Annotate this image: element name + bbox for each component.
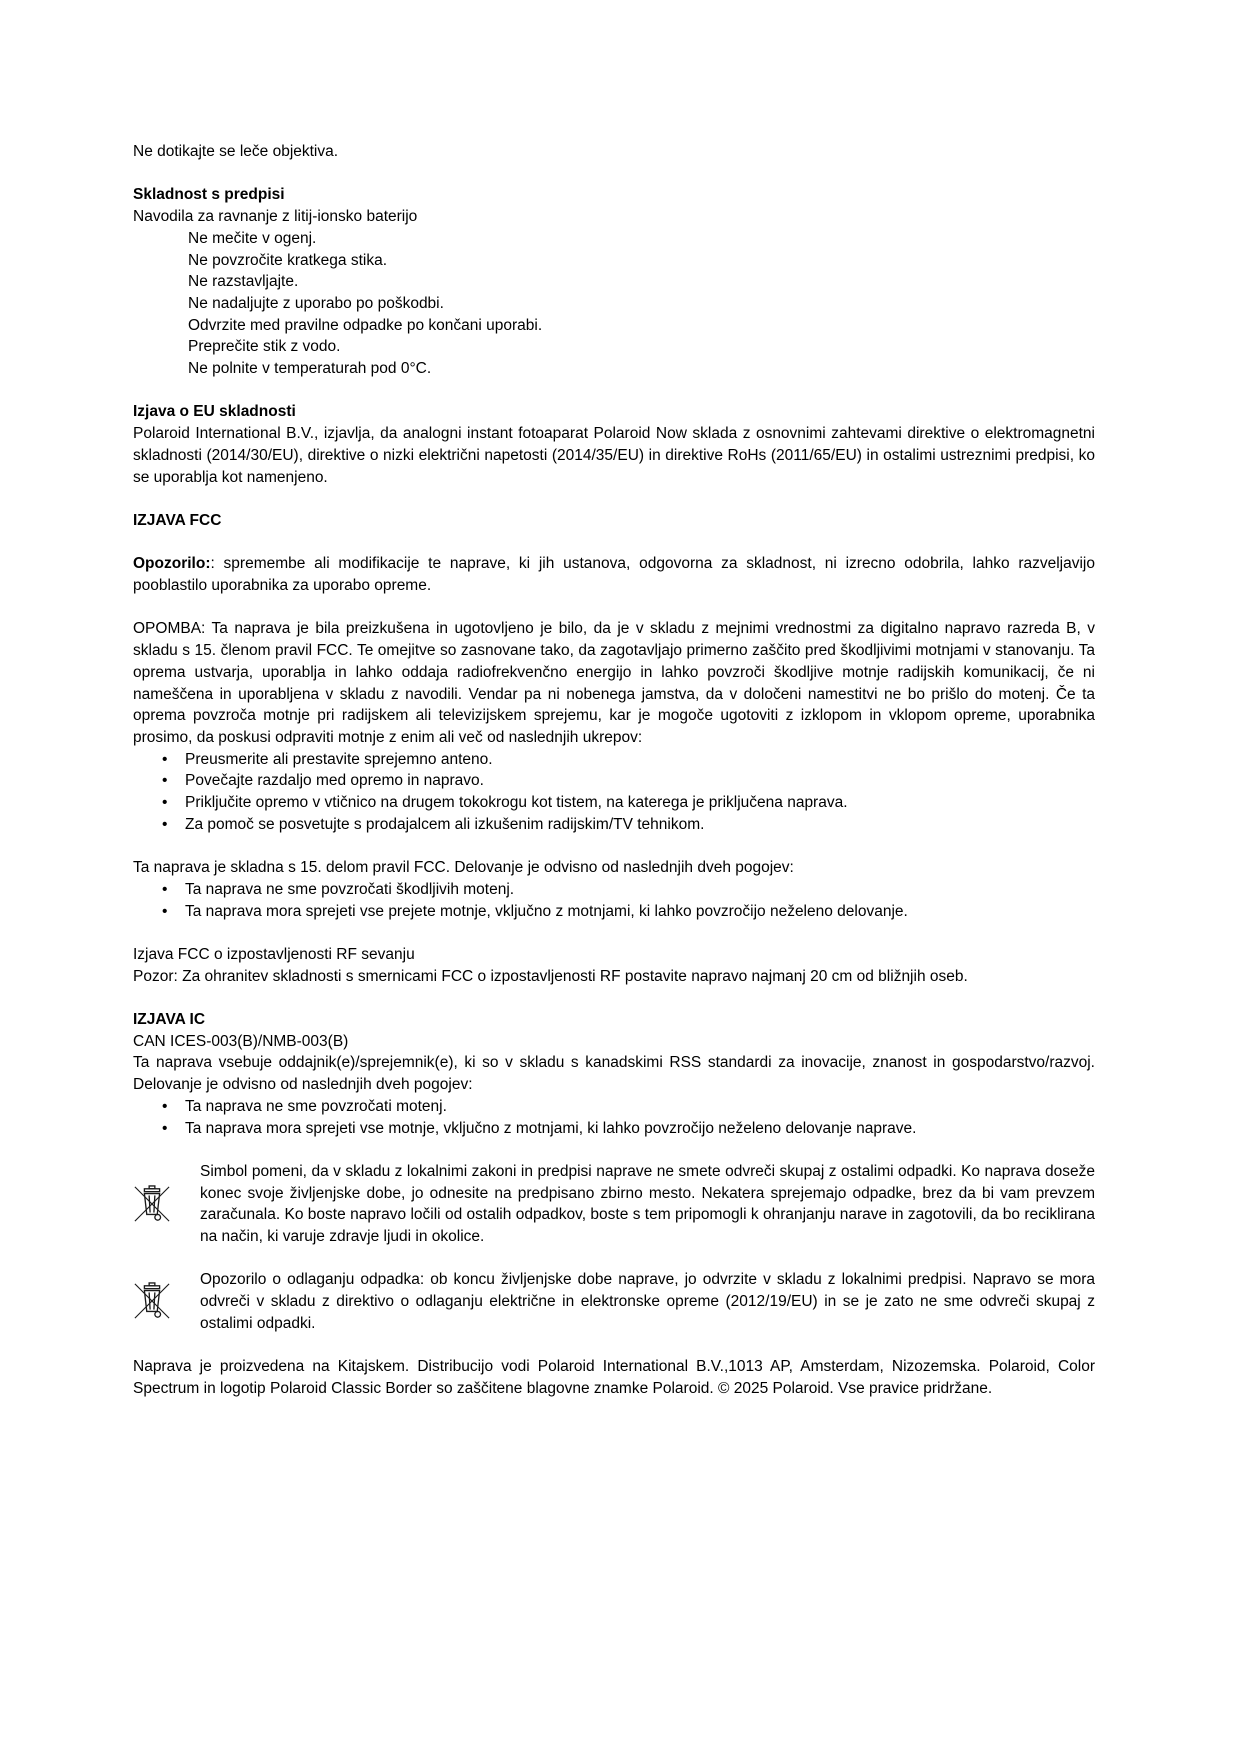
bullet-marker: •: [162, 1097, 168, 1115]
fcc-remedy-item: • Priključite opremo v vtičnico na drugem tokokrogu kot tistem, na katerega je priključena naprava.: [133, 792, 1095, 814]
battery-instruction-item: Ne razstavljajte.: [188, 273, 299, 291]
ic-statement-section: [133, 1009, 1095, 1139]
bullet-marker: •: [162, 902, 168, 920]
bullet-marker: •: [162, 880, 168, 898]
manufacturer-footer-paragraph: Naprava je proizvedena na Kitajskem. Distribucijo vodi Polaroid International B.V.,1013 AP, Amsterdam, Nizozemska. Polaroid, Color Spectrum in logotip Polaroid Classic Border so zaščitene blagovne znamke Polaroid. © 2025 Polaroid. Vse pravice pridržane.: [133, 1358, 1095, 1397]
weee-disposal-paragraph: Opozorilo o odlaganju odpadka: ob koncu življenjske dobe naprave, jo odvrzite v skladu z lokalnimi predpisi. Napravo se mora odvreči v skladu z direktivo o odlaganju električne in elektronske opreme (2012/19/EU) in se je zato ne sme odvreči skupaj z ostalimi odpadki.: [200, 1271, 1095, 1332]
fcc-warning-label: Opozorilo:: [133, 555, 211, 573]
fcc-warning-paragraph: [133, 553, 1095, 596]
fcc-part15-condition: • Ta naprava ne sme povzročati škodljivih motenj.: [133, 879, 1095, 901]
compliance-section: [133, 184, 1095, 379]
fcc-remedy-item: • Povečajte razdaljo med opremo in napravo.: [133, 770, 1095, 792]
fcc-remedy-item: • Za pomoč se posvetujte s prodajalcem ali izkušenim radijskim/TV tehnikom.: [133, 814, 1095, 836]
fcc-rf-heading: Izjava FCC o izpostavljenosti RF sevanju: [133, 945, 415, 963]
fcc-remedy-item: • Preusmerite ali prestavite sprejemno anteno.: [133, 749, 1095, 771]
fcc-note-section: [133, 618, 1095, 835]
weee-symbol-section: [133, 1161, 1095, 1248]
battery-instruction-item: Odvrzite med pravilne odpadke po končani uporabi.: [188, 316, 543, 334]
fcc-rf-body: Pozor: Za ohranitev skladnosti s smernicami FCC o izpostavljenosti RF postavite napravo najmanj 20 cm od bližnjih oseb.: [133, 967, 968, 985]
battery-instruction-item: Ne nadaljujte z uporabo po poškodbi.: [188, 294, 444, 312]
compliance-heading: Skladnost s predpisi: [133, 186, 285, 204]
battery-instruction-item: Ne mečite v ogenj.: [188, 229, 317, 247]
ic-condition: • Ta naprava mora sprejeti vse motnje, vključno z motnjami, ki lahko povzročijo neželeno delovanje naprave.: [133, 1118, 1095, 1140]
eu-declaration-heading: Izjava o EU skladnosti: [133, 403, 296, 421]
bullet-marker: •: [162, 772, 168, 790]
fcc-statement-heading: IZJAVA FCC: [133, 511, 222, 529]
eu-declaration-section: [133, 401, 1095, 488]
battery-instruction-item: Ne polnite v temperaturah pod 0°C.: [188, 360, 432, 378]
ic-statement-heading: IZJAVA IC: [133, 1011, 206, 1028]
fcc-rf-exposure-section: [133, 944, 1095, 987]
weee-bin-icon: [133, 1269, 200, 1333]
lens-warning-text: Ne dotikajte se leče objektiva.: [133, 143, 339, 160]
weee-symbol-paragraph: Simbol pomeni, da v skladu z lokalnimi zakoni in predpisi naprave ne smete odvreči skupaj z ostalimi odpadki. Ko naprava doseže konec svoje življenjske dobe, jo odnesite na predpisano zbirno mesto. Nekatera sprejemajo odpadke, brez da bi vam prevzem zaračunala. Ko boste napravo ločili od ostalih odpadkov, boste s tem pripomogli k ohranjanju narave in zagotovili, da bo reciklirana na način, ki varuje zdravje ljudi in okolice.: [200, 1162, 1095, 1246]
fcc-warning-body: : spremembe ali modifikacije te naprave, ki jih ustanova, odgovorna za skladnost, ni izrecno odobrila, lahko razveljavijo pooblastilo uporabnika za uporabo opreme.: [133, 555, 1095, 594]
eu-declaration-body: Polaroid International B.V., izjavlja, da analogni instant fotoaparat Polaroid Now sklada z osnovnimi zahtevami direktive o elektromagnetni skladnosti (2014/30/EU), direktive o nizki električni napetosti (2014/35/EU) in direktive RoHs (2011/65/EU) in ostalimi ustreznimi predpisi, ko se uporablja kot namenjeno.: [133, 425, 1095, 486]
fcc-part15-section: [133, 857, 1095, 922]
ic-standard-line: CAN ICES-003(B)/NMB-003(B): [133, 1032, 349, 1050]
weee-bin-icon: [133, 1161, 200, 1247]
battery-instructions-subheading: Navodila za ravnanje z litij-ionsko baterijo: [133, 208, 418, 226]
ic-condition: • Ta naprava ne sme povzročati motenj.: [133, 1096, 1095, 1118]
ic-body: Ta naprava vsebuje oddajnik(e)/sprejemnik(e), ki so v skladu s kanadskimi RSS standardi za inovacije, znanost in gospodarstvo/razvoj. Delovanje je odvisno od naslednjih dveh pogojev:: [133, 1054, 1095, 1094]
battery-instruction-item: Preprečite stik z vodo.: [188, 338, 341, 356]
fcc-part15-condition: • Ta naprava mora sprejeti vse prejete motnje, vključno z motnjami, ki lahko povzročijo neželeno delovanje.: [133, 901, 1095, 923]
fcc-note-paragraph: OPOMBA: Ta naprava je bila preizkušena in ugotovljeno je bilo, da je v skladu z mejnimi vrednostmi za digitalno napravo razreda B, v skladu s 15. členom pravil FCC. Te omejitve so zasnovane tako, da zagotavljajo primerno zaščito pred škodljivimi motnjami v stanovanju. Ta oprema ustvarja, uporablja in lahko oddaja radiofrekvenčno energijo in lahko povzroči škodljive motnje radijskih komunikacij, če ni nameščena in uporabljena v skladu z navodili. Vendar pa ni nobenega jamstva, da v določeni namestitvi ne bo prišlo do motenj. Če ta oprema povzroča motnje pri radijskem ali televizijskem sprejemu, kar je mogoče ugotoviti z izklopom in vklopom opreme, uporabnika prosimo, da poskusi odpraviti motnje z enim ali več od naslednjih ukrepov:: [133, 620, 1095, 746]
bullet-marker: •: [162, 1119, 168, 1137]
battery-instruction-item: Ne povzročite kratkega stika.: [188, 251, 388, 269]
bullet-marker: •: [162, 815, 168, 833]
weee-disposal-section: [133, 1269, 1095, 1334]
fcc-part15-intro: Ta naprava je skladna s 15. delom pravil FCC. Delovanje je odvisno od naslednjih dveh pogojev:: [133, 859, 794, 877]
bullet-marker: •: [162, 750, 168, 768]
bullet-marker: •: [162, 794, 168, 812]
